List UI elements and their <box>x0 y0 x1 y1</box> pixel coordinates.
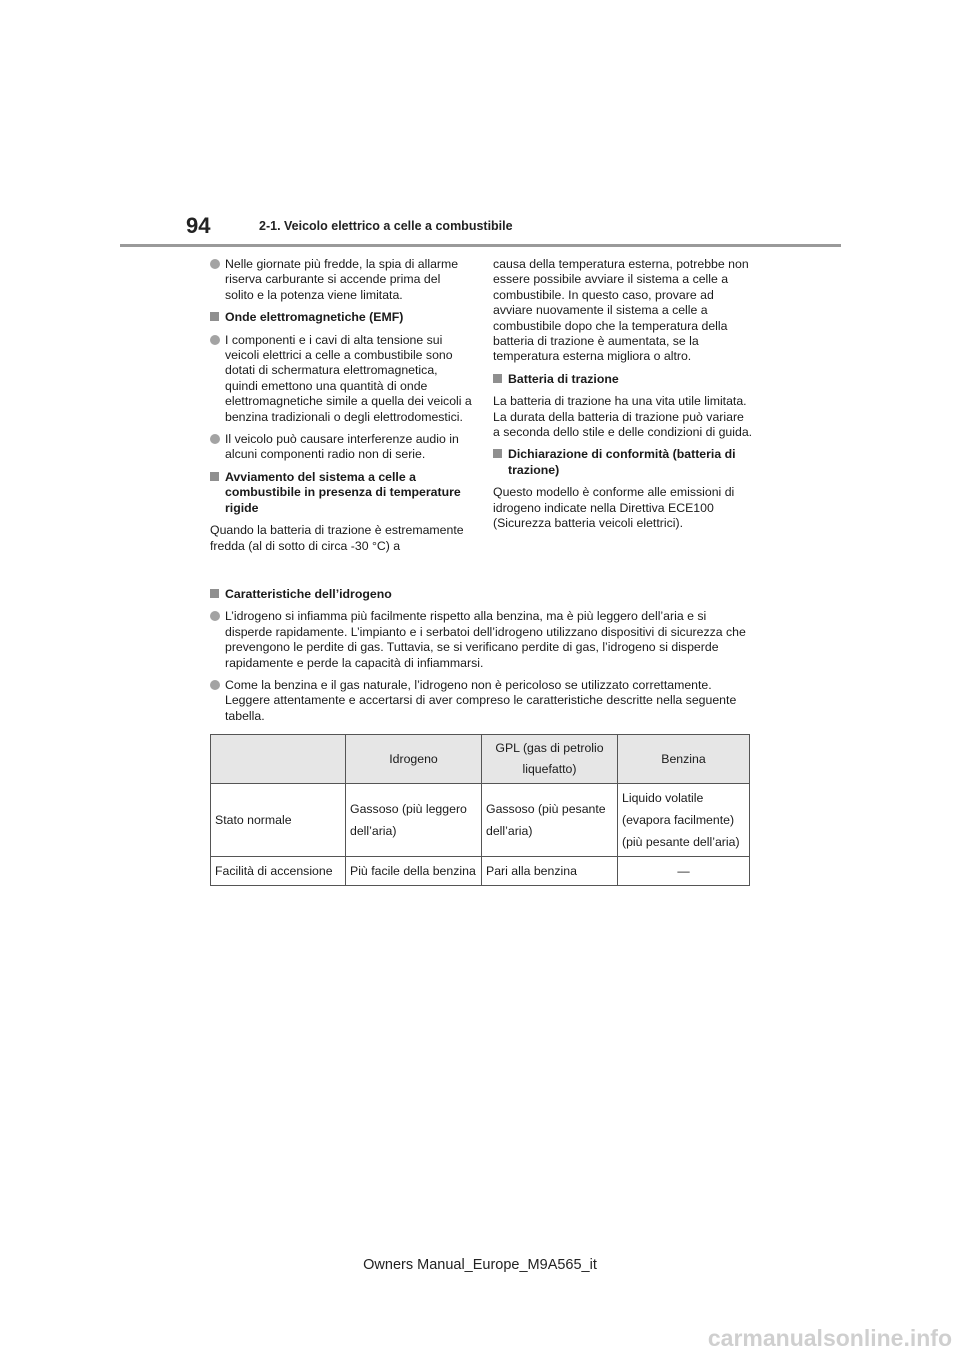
table-cell: Stato normale <box>211 784 346 857</box>
heading-text: Batteria di trazione <box>508 371 619 386</box>
paragraph: La batteria di trazione ha una vita utile limitata. La durata della batteria di trazione può variare a seconda dello stile e delle condizioni di guida. <box>493 394 753 440</box>
square-bullet-icon <box>210 312 219 321</box>
heading-text: Avviamento del sistema a celle a combustibile in presenza di temperature rigide <box>225 469 461 515</box>
footer-document-id: Owners Manual_Europe_M9A565_it <box>363 1257 597 1273</box>
bullet-item <box>210 609 755 671</box>
hydrogen-comparison-table <box>210 734 750 886</box>
table-row <box>211 857 750 886</box>
heading-text: Onde elettromagnetiche (EMF) <box>225 310 404 325</box>
table-row <box>211 784 750 857</box>
table-header-row <box>211 735 750 784</box>
right-column <box>493 257 753 539</box>
paragraph: Questo modello è conforme alle emissioni di idrogeno indicate nella Direttiva ECE100 (Sicurezza batteria veicoli elettrici). <box>493 485 735 531</box>
bullet-text: Come la benzina e il gas naturale, l’idrogeno non è pericoloso se utilizzato correttamente. Leggere attentamente e accertarsi di aver compreso le caratteristiche descritte nella seguente tabella. <box>225 678 737 723</box>
bullet-item <box>210 257 472 303</box>
section-heading <box>210 470 472 516</box>
table-header-cell: GPL (gas di petrolio liquefatto) <box>482 735 618 784</box>
heading-text: Caratteristiche dell’idrogeno <box>225 587 392 601</box>
full-width-section <box>210 587 755 731</box>
bullet-text: Nelle giornate più fredde, la spia di allarme riserva carburante si accende prima del solito e la potenza viene limitata. <box>225 257 459 302</box>
table-cell: Gassoso (più leggero dell’aria) <box>346 784 482 857</box>
table-header-cell: Benzina <box>618 735 750 784</box>
table-cell: — <box>618 857 750 886</box>
table-header-cell <box>211 735 346 784</box>
section-heading <box>210 587 755 602</box>
header-divider <box>120 244 841 247</box>
table-cell: Gassoso (più pesante dell’aria) <box>482 784 618 857</box>
heading-text: Dichiarazione di conformità (batteria di trazione) <box>508 447 736 477</box>
watermark: carmanualsonline.info <box>707 1325 952 1351</box>
section-heading <box>210 310 472 325</box>
bullet-text: Il veicolo può causare interferenze audio in alcuni componenti radio non di serie. <box>225 432 459 462</box>
bullet-item <box>210 678 755 724</box>
section-heading <box>493 447 753 478</box>
table-cell: Più facile della benzina <box>346 857 482 886</box>
bullet-dot-icon <box>210 259 220 269</box>
paragraph: causa della temperatura esterna, potrebbe non essere possibile avviare il sistema a celle a combustibile. In questo caso, provare ad avviare nuovamente il sistema a celle a combustibile dopo che la temperatura della batteria di trazione è aumentata, se la temperatura esterna migliora o altro. <box>493 257 749 364</box>
bullet-dot-icon <box>210 335 220 345</box>
square-bullet-icon <box>210 589 219 598</box>
table-header-cell: Idrogeno <box>346 735 482 784</box>
square-bullet-icon <box>493 374 502 383</box>
bullet-dot-icon <box>210 434 220 444</box>
page-number: 94 <box>186 213 211 238</box>
bullet-text: L’idrogeno si infiamma più facilmente rispetto alla benzina, ma è più leggero dell’aria e si disperde rapidamente. L’impianto e i serbatoi dell’idrogeno utilizzano dispositivi di sicurezza che prevengono le perdite di gas. Tuttavia, se si verificano perdite di gas, l’idrogeno si disperde rapidamente e perde la capacità di infiammarsi. <box>225 609 746 670</box>
bullet-dot-icon <box>210 611 220 621</box>
left-column <box>210 257 472 561</box>
square-bullet-icon <box>493 449 502 458</box>
section-heading <box>493 372 753 387</box>
bullet-item <box>210 432 472 463</box>
bullet-dot-icon <box>210 680 220 690</box>
bullet-item <box>210 333 472 425</box>
bullet-text: I componenti e i cavi di alta tensione sui veicoli elettrici a celle a combustibile sono dotati di schermatura elettromagnetica, quindi emettono una quantità di onde elettromagnetiche simile a quella dei veicoli a benzina tradizionali o degli elettrodomestici. <box>225 332 472 424</box>
paragraph: Quando la batteria di trazione è estremamente fredda (al di sotto di circa -30 °C) a <box>210 523 464 553</box>
table-cell: Pari alla benzina <box>482 857 618 886</box>
section-title: 2-1. Veicolo elettrico a celle a combustibile <box>259 219 513 233</box>
square-bullet-icon <box>210 472 219 481</box>
table-cell: Liquido volatile (evapora facilmente) (più pesante dell’aria) <box>618 784 750 857</box>
table-cell: Facilità di accensione <box>211 857 346 886</box>
